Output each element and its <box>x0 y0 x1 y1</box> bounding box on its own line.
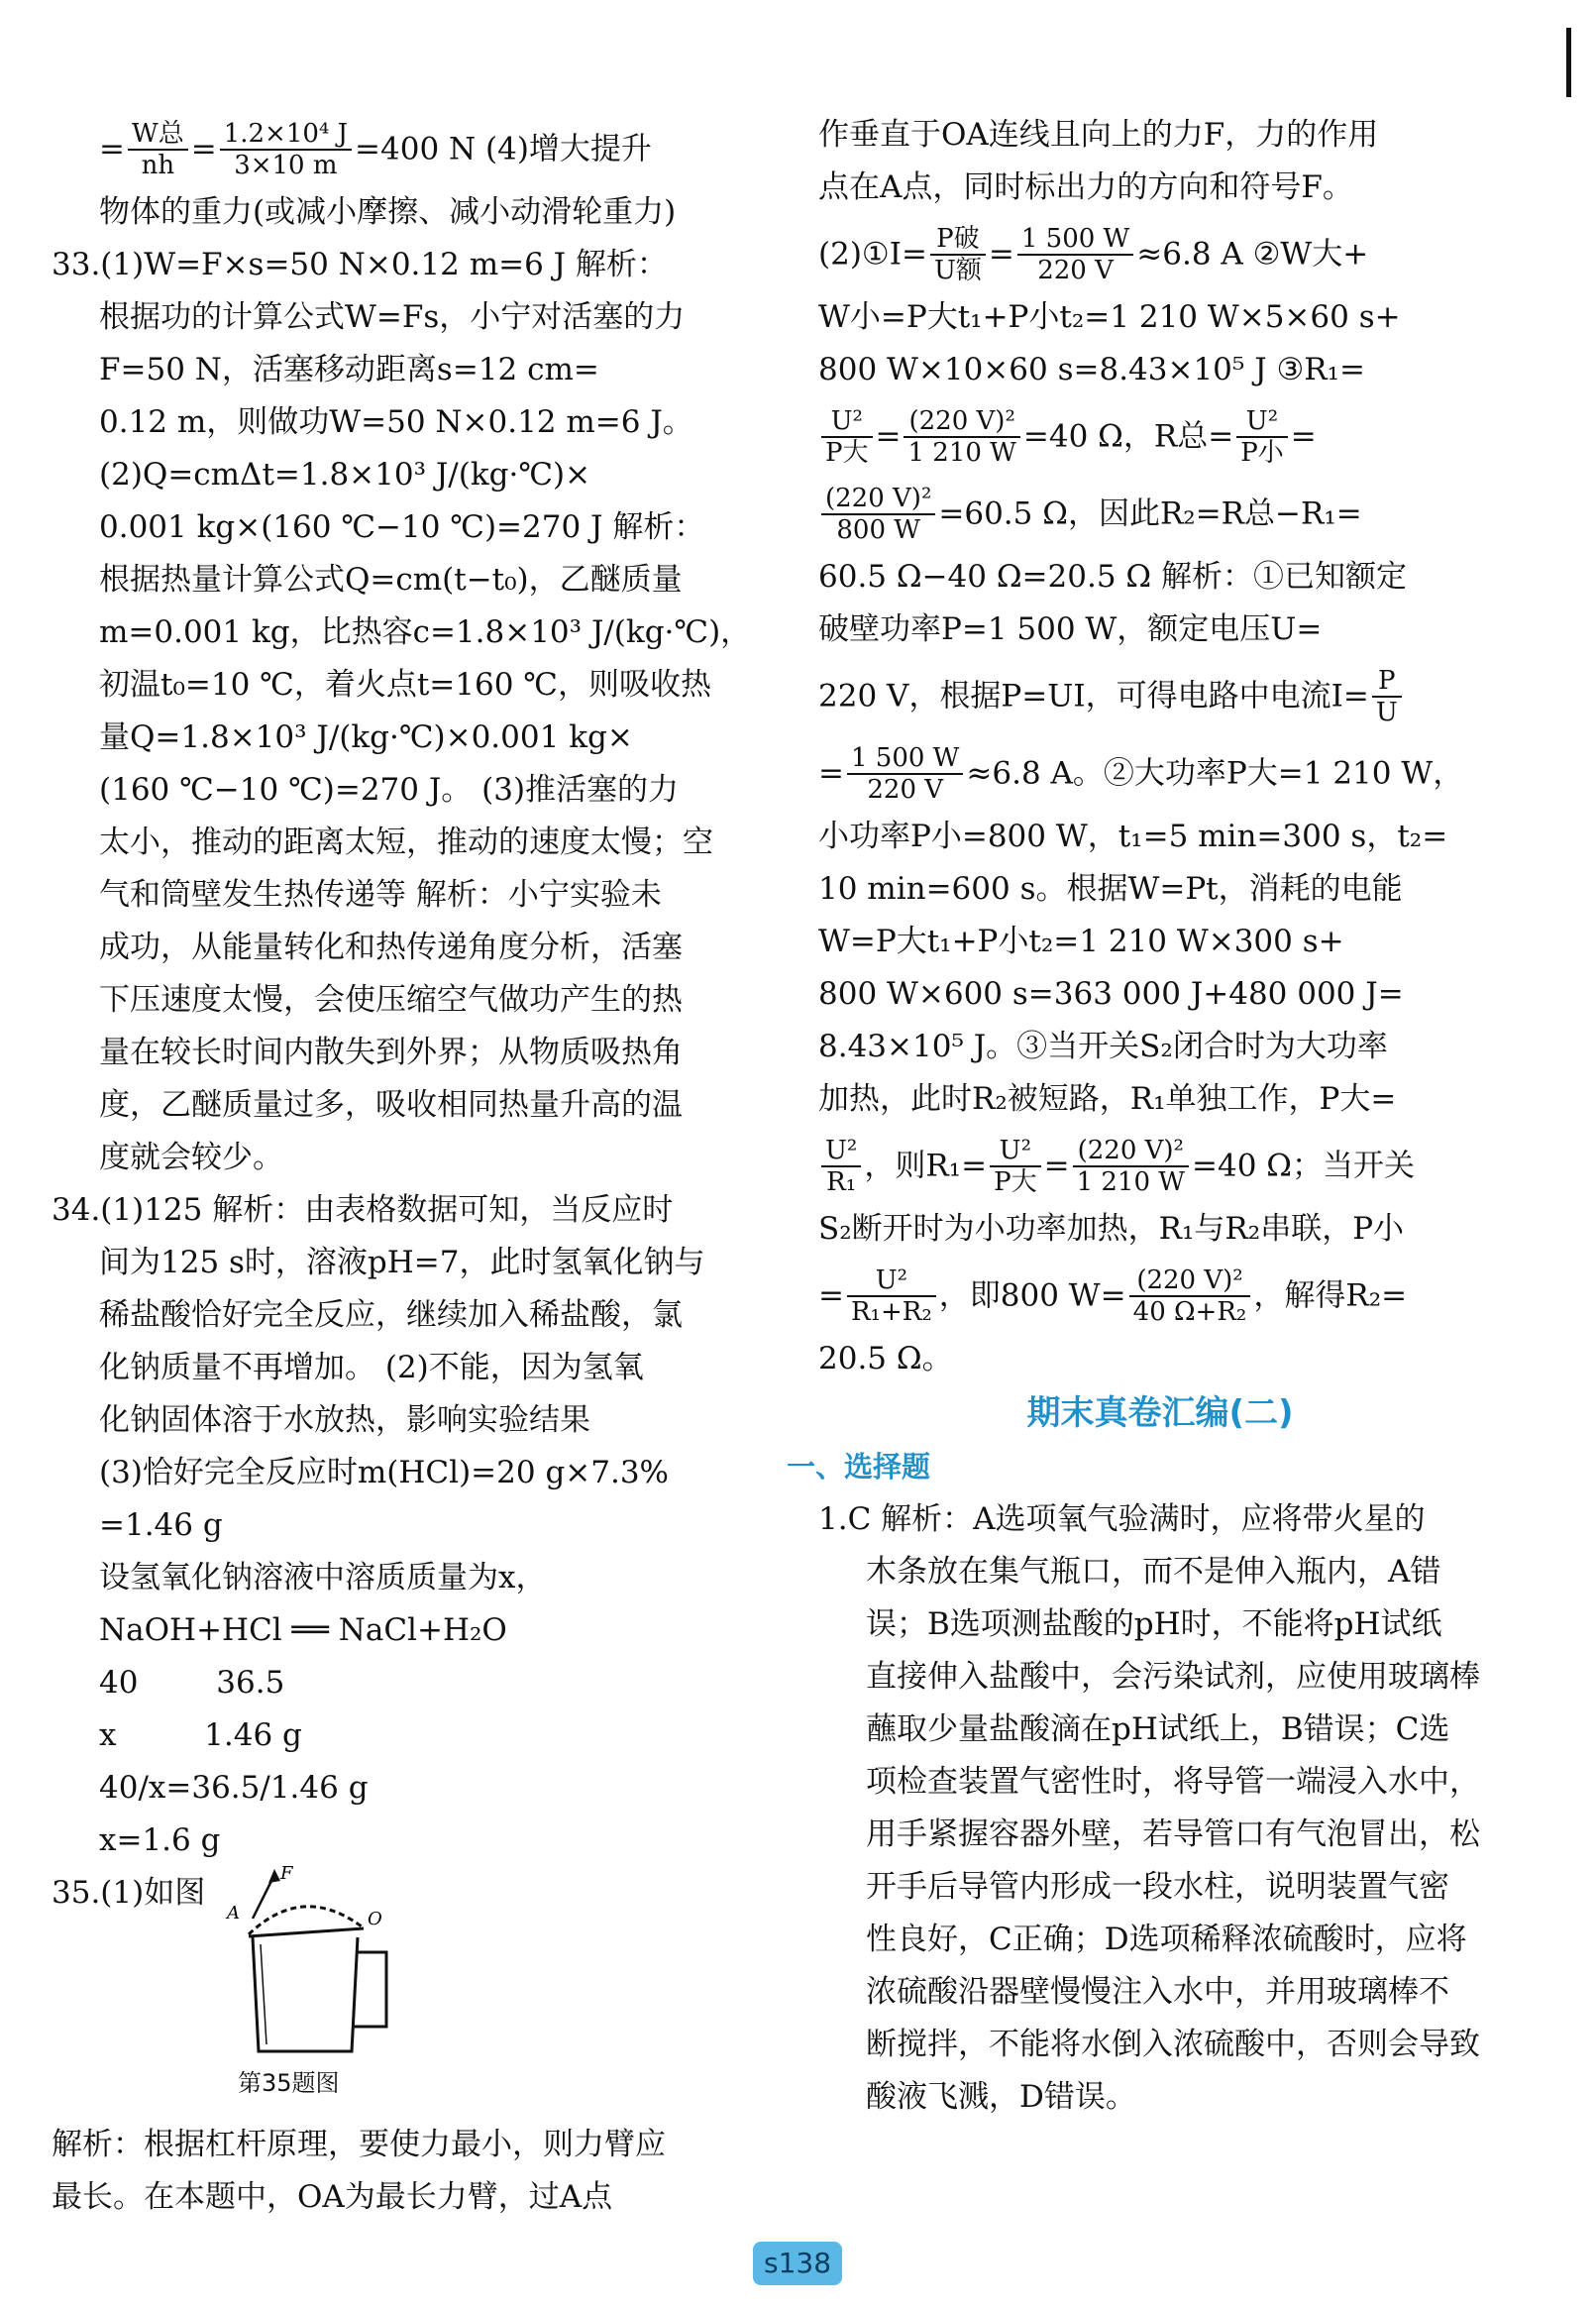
numerator: P <box>1372 666 1402 698</box>
numerator: U² <box>847 1265 936 1297</box>
fraction <box>1236 406 1288 468</box>
denominator: R₁+R₂ <box>850 1296 932 1327</box>
text-line: S₂断开时为小功率加热，R₁与R₂串联，P小 <box>818 1211 1405 1247</box>
text-line: 解析：根据杠杆原理，要使力最小，则力臂应 <box>52 2127 666 2162</box>
text-line: 项检查装置气密性时，将导管一端浸入水中， <box>866 1764 1480 1800</box>
arrow-head <box>268 1869 280 1883</box>
text-line: 根据热量计算公式Q=cm(t−t₀)，乙醚质量 <box>99 562 683 598</box>
text-line: 点在A点，同时标出力的方向和符号F。 <box>818 169 1353 205</box>
denominator: R₁ <box>826 1166 857 1197</box>
denominator: 40 Ω+R₂ <box>1132 1296 1247 1327</box>
fraction <box>1017 224 1133 285</box>
text-line: 0.001 kg×(160 ℃−10 ℃)=270 J 解析： <box>99 509 705 545</box>
numerator: U² <box>990 1136 1041 1167</box>
text-line: 量Q=1.8×10³ J/(kg·℃)×0.001 kg× <box>99 719 633 755</box>
text-line: =1.46 g <box>99 1507 223 1543</box>
text: =40 Ω；当开关 <box>1192 1148 1415 1184</box>
text-line: 加热，此时R₂被短路，R₁单独工作，P大= <box>818 1081 1397 1117</box>
text-line: 0.12 m，则做功W=50 N×0.12 m=6 J。 <box>99 404 693 440</box>
denominator: 220 V <box>1037 255 1114 285</box>
numerator: U² <box>821 1136 861 1167</box>
text-line: 40/x=36.5/1.46 g <box>99 1770 369 1806</box>
text-line: 初温t₀=10 ℃，着火点t=160 ℃，则吸收热 <box>99 667 711 703</box>
cup-body <box>253 1937 358 2051</box>
text: = <box>1290 418 1317 455</box>
cup-handle <box>354 1952 386 2027</box>
formula-line <box>818 474 1502 551</box>
fraction <box>930 224 986 285</box>
text: =40 Ω，R总= <box>1022 418 1234 455</box>
label-a: A <box>227 1903 240 1924</box>
fraction <box>990 1136 1041 1197</box>
text-line: 8.43×10⁵ J。③当开关S₂闭合时为大功率 <box>818 1029 1388 1064</box>
margin-rule <box>1566 28 1571 97</box>
numerator: U² <box>821 406 873 438</box>
formula-line <box>818 396 1502 474</box>
denominator: U <box>1375 697 1398 727</box>
formula-line <box>818 733 1502 811</box>
text: = <box>190 131 217 167</box>
text-line: 度就会较少。 <box>99 1140 283 1175</box>
text-line: 根据功的计算公式W=Fs，小宁对活塞的力 <box>99 299 686 335</box>
fraction <box>821 484 935 545</box>
fraction <box>1372 666 1402 727</box>
label-f: F <box>280 1863 293 1884</box>
text-line: 小功率P小=800 W，t₁=5 min=300 s，t₂= <box>818 819 1448 854</box>
formula-line <box>818 1126 1502 1203</box>
text-line: 化钠固体溶于水放热，影响实验结果 <box>99 1402 590 1438</box>
fraction <box>821 406 873 468</box>
text-line: x=1.6 g <box>99 1822 221 1858</box>
denominator: nh <box>141 150 175 180</box>
text: ≈6.8 A。②大功率P大=1 210 W， <box>966 755 1464 792</box>
section-heading: 期末真卷汇编(二) <box>1026 1393 1294 1433</box>
text-line: 物体的重力(或减小摩擦、减小动滑轮重力) <box>99 194 677 230</box>
text-line: 度，乙醚质量过多，吸收相同热量升高的温 <box>99 1087 683 1123</box>
text-line: 直接伸入盐酸中，会污染试剂，应使用玻璃棒 <box>866 1659 1480 1695</box>
text: = <box>875 418 902 455</box>
fraction <box>847 1265 936 1327</box>
text: = <box>818 1277 844 1314</box>
denominator: 1 210 W <box>1076 1166 1185 1197</box>
text-line: 浓硫酸沿器壁慢慢注入水中，并用玻璃棒不 <box>866 1974 1449 2010</box>
text: ，则R₁= <box>864 1148 988 1184</box>
text: = <box>1043 1148 1070 1184</box>
text-line: 误；B选项测盐酸的pH时，不能将pH试纸 <box>866 1606 1442 1642</box>
numerator: 1.2×10⁴ J <box>220 119 352 151</box>
text-line: 下压速度太慢，会使压缩空气做功产生的热 <box>99 982 683 1018</box>
denominator: 1 210 W <box>907 437 1016 468</box>
cup-inner <box>261 1944 266 2044</box>
text: 220 V，根据P=UI，可得电路中电流I= <box>818 678 1369 715</box>
figure-caption: 第35题图 <box>238 2069 340 2097</box>
numerator: (220 V)² <box>1073 1136 1189 1167</box>
left-column-tail <box>52 2119 735 2224</box>
numerator: 1 500 W <box>1017 224 1133 256</box>
formula-line <box>52 109 735 186</box>
fraction <box>1073 1136 1189 1197</box>
numerator: (220 V)² <box>904 406 1019 438</box>
text-line: x 1.46 g <box>99 1717 302 1753</box>
text-line: 40 36.5 <box>99 1665 285 1701</box>
fraction <box>904 406 1019 468</box>
text-line: 10 min=600 s。根据W=Pt，消耗的电能 <box>818 871 1403 907</box>
question-35: 35.(1)如图 <box>52 1875 206 1911</box>
numerator: (220 V)² <box>821 484 935 515</box>
page-number-badge: s138 <box>753 2242 842 2285</box>
text-line: 间为125 s时，溶液pH=7，此时氢氧化钠与 <box>99 1245 705 1280</box>
text-line: W=P大t₁+P小t₂=1 210 W×300 s+ <box>818 924 1344 959</box>
text-line: 蘸取少量盐酸滴在pH试纸上，B错误；C选 <box>866 1711 1450 1747</box>
question-34: 34.(1)125 解析：由表格数据可知，当反应时 <box>52 1192 674 1228</box>
text-line: 60.5 Ω−40 Ω=20.5 Ω 解析：①已知额定 <box>818 559 1407 595</box>
text: ，解得R₂= <box>1253 1277 1408 1314</box>
left-column <box>52 109 752 1920</box>
text-line: m=0.001 kg，比热容c=1.8×10³ J/(kg·℃)， <box>99 614 752 650</box>
label-o: O <box>368 1909 382 1929</box>
text-line: 800 W×10×60 s=8.43×10⁵ J ③R₁= <box>818 352 1366 387</box>
text-line: 设氢氧化钠溶液中溶质质量为x， <box>99 1560 547 1595</box>
fraction <box>847 743 963 805</box>
lid-line <box>249 1928 364 1936</box>
text-line: (160 ℃−10 ℃)=270 J。 (3)推活塞的力 <box>99 772 680 808</box>
fraction <box>821 1136 861 1197</box>
denominator: 3×10 m <box>234 150 338 180</box>
numerator: U² <box>1236 406 1288 438</box>
text-line: W小=P大t₁+P小t₂=1 210 W×5×60 s+ <box>818 299 1401 335</box>
denominator: P大 <box>825 437 869 468</box>
denominator: P小 <box>1240 437 1284 468</box>
text-line: 断搅拌，不能将水倒入浓硫酸中，否则会导致 <box>866 2027 1480 2062</box>
fraction <box>128 119 188 180</box>
formula-line <box>818 1256 1502 1333</box>
text-line: 800 W×600 s=363 000 J+480 000 J= <box>818 976 1404 1012</box>
text: ≈6.8 A ②W大+ <box>1136 236 1369 273</box>
denominator: 220 V <box>867 774 944 805</box>
text-line: 作垂直于OA连线且向上的力F，力的作用 <box>818 117 1379 153</box>
right-column <box>787 109 1502 2124</box>
numerator: P破 <box>930 224 986 256</box>
denominator: U额 <box>933 255 982 285</box>
fraction <box>1129 1265 1251 1327</box>
text: = <box>988 236 1014 273</box>
text: (2)①I= <box>818 236 927 273</box>
text-line: 最长。在本题中，OA为最长力臂，过A点 <box>52 2179 613 2215</box>
numerator: W总 <box>128 119 188 151</box>
text-line: 破壁功率P=1 500 W，额定电压U= <box>818 611 1323 647</box>
text-line: 太小，推动的距离太短，推动的速度太慢；空 <box>99 825 713 860</box>
text-line: (3)恰好完全反应时m(HCl)=20 g×7.3% <box>99 1455 670 1490</box>
numerator: 1 500 W <box>847 743 963 775</box>
text-line: 酸液飞溅，D错误。 <box>866 2079 1136 2115</box>
text-line: 用手紧握容器外壁，若导管口有气泡冒出，松 <box>866 1816 1480 1852</box>
formula-line <box>818 656 1502 733</box>
text: = <box>818 755 844 792</box>
text: ，即800 W= <box>938 1277 1126 1314</box>
text-line: 开手后导管内形成一段水柱，说明装置气密 <box>866 1869 1449 1905</box>
numerator: (220 V)² <box>1129 1265 1251 1297</box>
subsection-heading: 一、选择题 <box>787 1450 931 1484</box>
text-line: 成功，从能量转化和热传递角度分析，活塞 <box>99 930 683 965</box>
text-line: 化钠质量不再增加。 (2)不能，因为氢氧 <box>99 1350 644 1385</box>
kettle-lever-figure <box>213 1863 401 2061</box>
question-33: 33.(1)W=F×s=50 N×0.12 m=6 J 解析： <box>52 247 668 282</box>
text-line: F=50 N，活塞移动距离s=12 cm= <box>99 352 599 387</box>
text-line: 木条放在集气瓶口，而不是伸入瓶内，A错 <box>866 1554 1441 1590</box>
text: =60.5 Ω，因此R₂=R总−R₁= <box>938 495 1362 532</box>
chemical-equation: NaOH+HCl ══ NaCl+H₂O <box>99 1612 507 1648</box>
text-line: 稀盐酸恰好完全反应，继续加入稀盐酸，氯 <box>99 1297 683 1333</box>
text: =400 N (4)增大提升 <box>355 131 652 167</box>
text-line: 性良好，C正确；D选项稀释浓硫酸时，应将 <box>866 1922 1467 1957</box>
text-line: (2)Q=cmΔt=1.8×10³ J/(kg·℃)× <box>99 457 591 493</box>
text-line: 20.5 Ω。 <box>818 1341 953 1376</box>
denominator: P大 <box>994 1166 1037 1197</box>
text-line: 气和筒壁发生热传递等 解析：小宁实验未 <box>99 877 662 913</box>
denominator: 800 W <box>836 514 920 545</box>
question-1: 1.C 解析：A选项氧气验满时，应将带火星的 <box>818 1501 1426 1537</box>
text: = <box>99 131 125 167</box>
formula-line <box>818 214 1502 291</box>
fraction <box>220 119 352 180</box>
text-line: 量在较长时间内散失到外界；从物质吸热角 <box>99 1035 683 1070</box>
